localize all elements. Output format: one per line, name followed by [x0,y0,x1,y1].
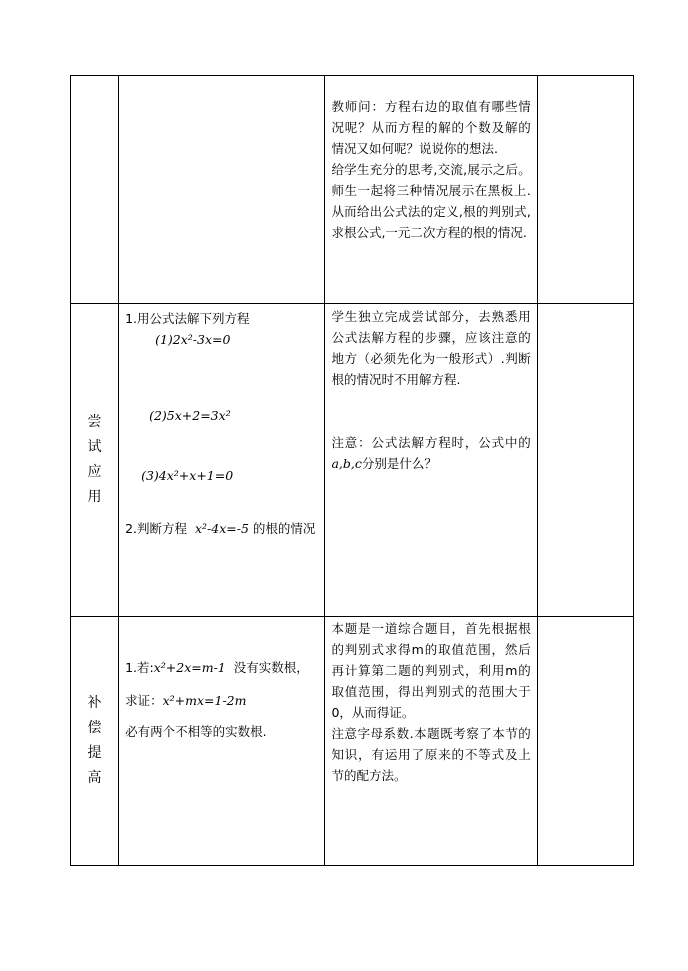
formula-note-suffix: 分别是什么？ [361,456,437,471]
formula-note-vars: a,b,c [331,456,362,471]
equation-1: (1)2x²-3x=0 [155,332,231,347]
equation-2: (2)5x+2=3x² [149,408,231,423]
task-title: 1.用公式法解下列方程 [125,311,250,326]
task-2-prefix: 2.判断方程 [125,521,188,536]
table-row [71,304,634,617]
formula-note [331,432,530,474]
content-cell [119,304,325,617]
stage-cell [71,76,119,304]
task-2-equation: x²-4x=-5 [194,521,249,536]
problem-line-1-equation: x²+2x=m-1 [153,660,226,675]
attention-note: 注意字母系数.本题既考察了本节的知识，有运用了原来的不等式及上节的配方法。 [331,726,531,783]
activity-cell [325,76,537,304]
student-task-note: 学生独立完成尝试部分，去熟悉用公式法解方程的步骤，应该注意的地方（必须先化为一般形式）.判断根的情况时不用解方程. [331,309,531,387]
stage-label: 尝试应用 [87,414,102,505]
notes-cell [537,76,633,304]
table-row [71,76,634,304]
lesson-plan-table [70,75,634,866]
problem-line-2-equation: x²+mx=1-2m [162,693,247,708]
activity-cell [325,304,537,617]
task-2 [125,518,318,539]
stage-label: 补偿提高 [87,695,102,786]
problem-line-3: 必有两个不相等的实数根. [125,724,267,739]
activity-cell [325,617,537,866]
analysis-note: 本题是一道综合题目，首先根据根的判别式求得m的取值范围，然后再计算第二题的判别式，利用m的取值范围，得出判别式的范围大于0，从而得证。 [331,621,531,720]
problem-line-2-prefix: 求证： [125,693,163,708]
problem-line-1-suffix: 没有实数根， [233,660,309,675]
formula-note-prefix: 注意：公式法解方程时，公式中的 [331,435,531,450]
student-activity-text: 给学生充分的思考,交流,展示之后。师生一起将三种情况展示在黑板上.从而给出公式法的定义,根的判别式,求根公式,一元二次方程的根的情况. [331,162,531,240]
task-2-suffix: 的根的情况 [252,521,316,536]
stage-cell [71,304,119,617]
teacher-question-text: 教师问：方程右边的取值有哪些情况呢？从而方程的解的个数及解的情况又如何呢？说说你的想法. [331,99,531,156]
stage-cell [71,617,119,866]
equation-3: (3)4x²+x+1=0 [141,468,234,483]
content-cell [119,76,325,304]
notes-cell [537,617,633,866]
problem-line-2 [125,690,318,711]
content-cell [119,617,325,866]
notes-cell [537,304,633,617]
table-row [71,617,634,866]
problem-line-1 [125,657,318,678]
problem-line-1-prefix: 1.若: [125,660,154,675]
